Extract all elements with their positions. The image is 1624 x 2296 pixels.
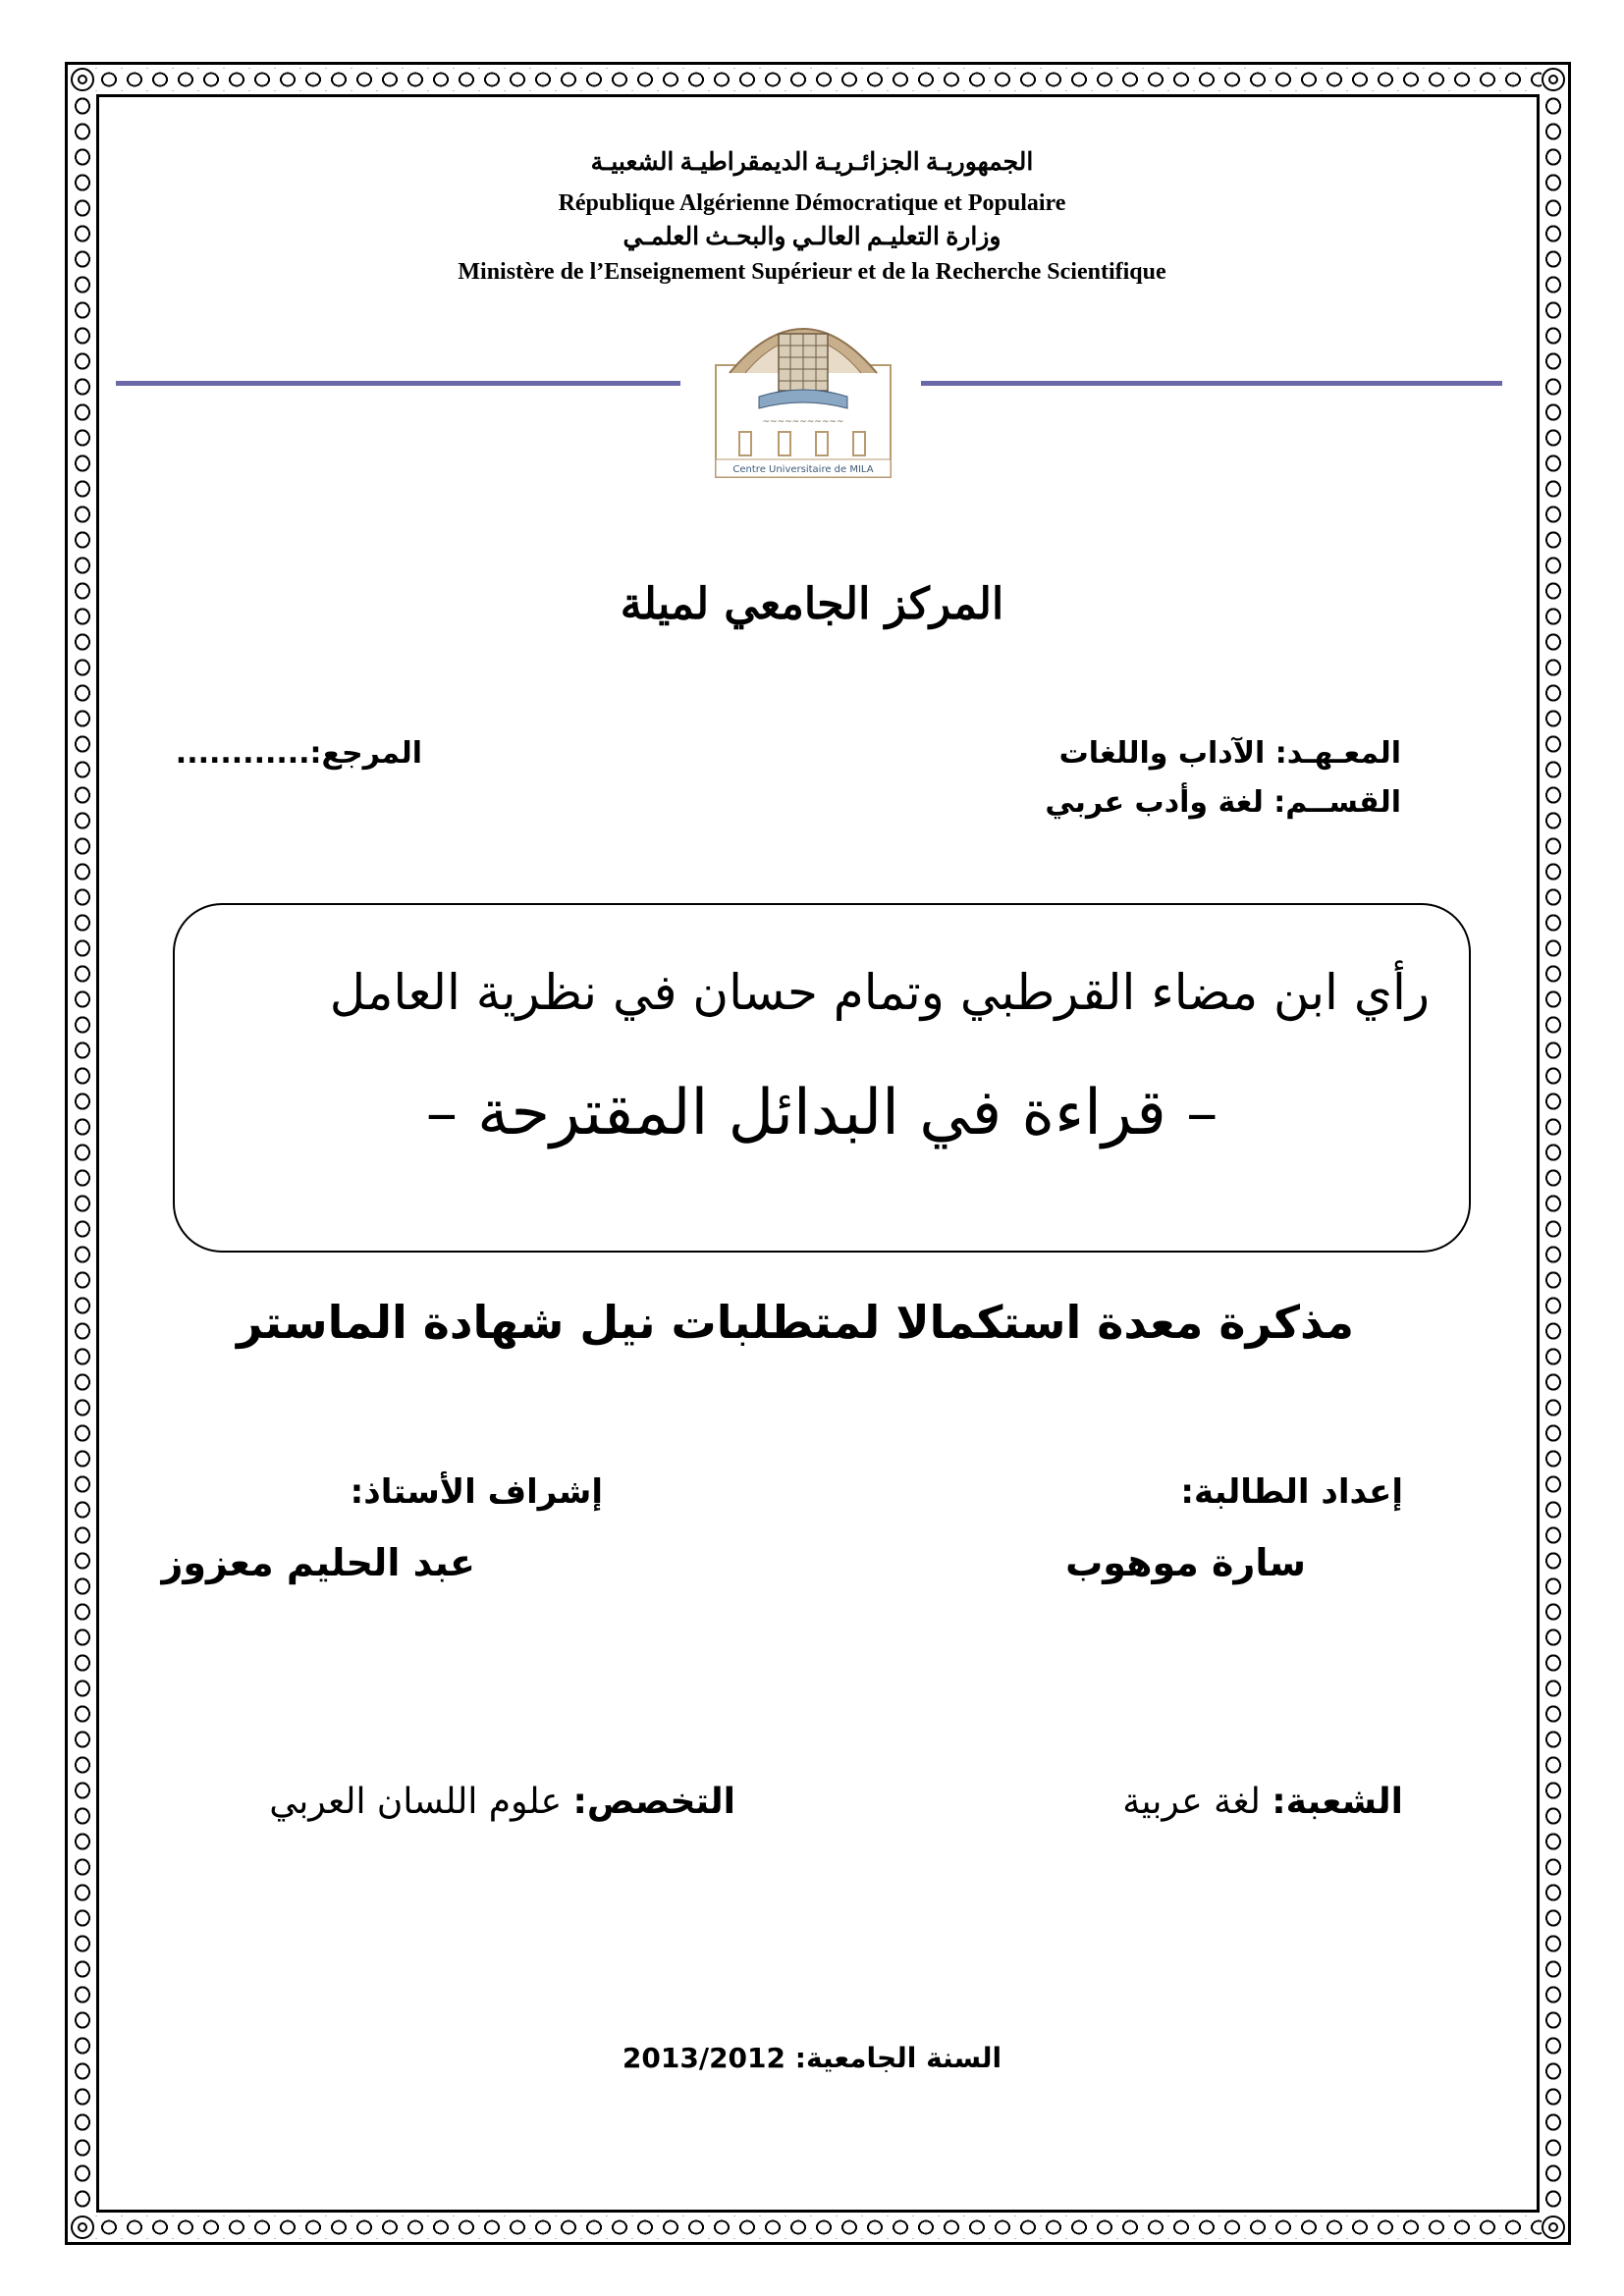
corner-ornament-icon [1542, 2216, 1565, 2239]
student-name: سارة موهوب [1065, 1541, 1306, 1584]
branch-value: لغة عربية [1122, 1782, 1261, 1822]
ornamental-border-top [71, 68, 1565, 91]
svg-text:~~~~~~~~~~~: ~~~~~~~~~~~ [762, 417, 844, 427]
specialty-value: علوم اللسان العربي [269, 1782, 563, 1822]
corner-ornament-icon [71, 68, 94, 91]
ornamental-border-bottom [71, 2216, 1565, 2239]
header-ministry-arabic: وزارة التعليـم العالـي والبحـث العلمـي [623, 224, 1001, 250]
corner-ornament-icon [71, 2216, 94, 2239]
reference-line: المرجع:............ [175, 736, 422, 771]
supervisor-name: عبد الحليم معزوز [161, 1541, 475, 1584]
header-republic-french: République Algérienne Démocratique et Populaire [558, 190, 1066, 216]
header-rule-left [116, 381, 680, 386]
branch-line [1122, 1782, 1403, 1822]
logo-caption: Centre Universitaire de MILA [732, 464, 874, 475]
thesis-title-line-1: رأي ابن مضاء القرطبي وتمام حسان في نظرية العامل [329, 964, 1430, 1021]
prepared-by-label: إعداد الطالبة: [1180, 1472, 1403, 1512]
thesis-title-line-2: – قراءة في البدائل المقترحة – [425, 1077, 1218, 1149]
thesis-title-box [173, 903, 1471, 1253]
supervised-by-label: إشراف الأستاذ: [350, 1472, 603, 1512]
specialty-label: التخصص: [572, 1782, 735, 1822]
header-republic-arabic: الجمهوريـة الجزائـريـة الديمقراطيـة الشعبيـة [590, 149, 1034, 176]
institute-line: المعـهـد: الآداب واللغات [1058, 736, 1401, 771]
department-line: القســم: لغة وأدب عربي [1045, 785, 1401, 820]
academic-year: السنة الجامعية: 2013/2012 [622, 2042, 1002, 2074]
header-rule-right [921, 381, 1502, 386]
memo-statement: مذكرة معدة استكمالا لمتطلبات نيل شهادة الماستر [236, 1296, 1354, 1349]
ornamental-border-left [71, 68, 94, 2239]
university-logo-icon [710, 294, 896, 481]
branch-label: الشعبة: [1272, 1782, 1403, 1822]
institution-name: المركز الجامعي لميلة [620, 579, 1004, 629]
corner-ornament-icon [1542, 68, 1565, 91]
ornamental-border-right [1542, 68, 1565, 2239]
specialty-line [269, 1782, 735, 1822]
header-ministry-french: Ministère de l’Enseignement Supérieur et de la Recherche Scientifique [458, 259, 1166, 285]
